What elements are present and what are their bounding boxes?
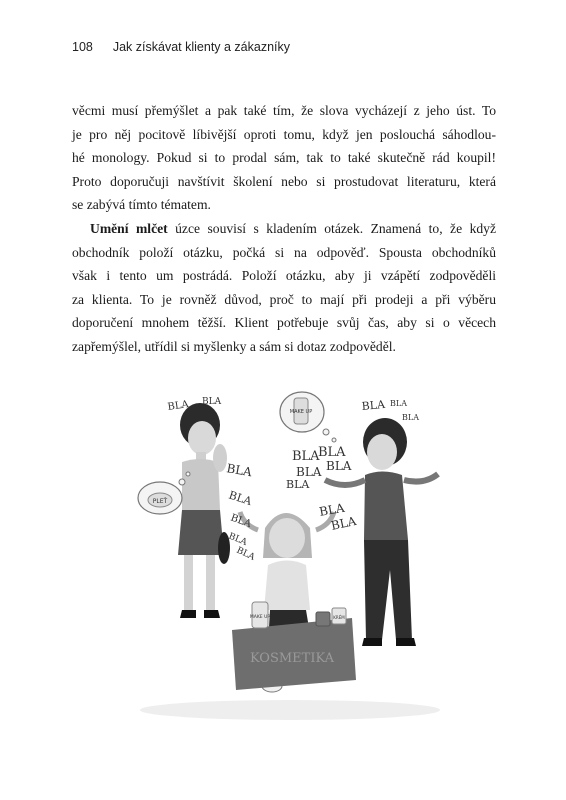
bla-word: BLA <box>326 459 352 473</box>
text-fragment: úzce souvisí s kladením otázek. Znamená to, že když <box>167 220 496 236</box>
text-line: Proto doporučuji navštívit školení nebo si prostudovat literaturu, která <box>72 173 496 189</box>
bla-word: BLA <box>361 398 386 413</box>
bla-word: BLA <box>226 531 249 548</box>
right-thought-bubble <box>280 392 336 442</box>
text-line: věcmi musí přemýšlet a pak také tím, že slova vycházejí z jeho úst. To <box>72 103 496 118</box>
bla-word: BLA <box>166 399 190 413</box>
text-line: zapřemýšlel, utřídil si myšlenky a sám si dotaz zodpověděl. <box>72 338 396 354</box>
text-line <box>72 217 496 241</box>
bla-word: BLA <box>234 545 257 563</box>
box-label: KOSMETIKA <box>249 651 335 666</box>
bubble-right-label: MAKE UP <box>289 409 313 415</box>
bla-word: BLA <box>318 500 346 519</box>
running-header <box>72 40 290 54</box>
text-line: obchodník položí otázku, počká si na odpověď. Spousta obchodníků <box>72 244 496 260</box>
text-line: doporučení mnohem těžší. Klient potřebuje svůj čas, aby si o věcech <box>72 315 496 331</box>
bla-word: BLA <box>329 513 358 533</box>
text-line: však i tento um postrádá. Položí otázku, aby ji vzápětí zodpověděli <box>72 268 496 284</box>
bla-word: BLA <box>292 449 320 464</box>
bla-word: BLA <box>202 397 222 407</box>
paragraph-1 <box>72 99 496 217</box>
bla-word: BLA <box>318 445 346 460</box>
jar-label-1: MAKE UP <box>249 615 271 620</box>
running-title: Jak získávat klienty a zákazníky <box>112 40 291 54</box>
text-line: hé monology. Pokud si to prodal sám, tak to také skutečně rád koupil! <box>72 150 496 166</box>
bubble-left-label: PLEŤ <box>152 498 168 505</box>
bla-word: BLA <box>296 465 322 479</box>
text-line: se zabývá tímto tématem. <box>72 197 211 213</box>
paragraph-2 <box>72 217 496 359</box>
left-woman <box>178 403 230 618</box>
bla-word: BLA <box>227 488 254 509</box>
illustration-three-women <box>120 380 460 725</box>
body-text <box>72 99 496 359</box>
bla-word: BLA <box>402 413 419 422</box>
page-number: 108 <box>72 40 93 54</box>
cosmetics-box <box>232 618 356 690</box>
bold-term: Umění mlčet <box>90 220 168 236</box>
floor-shadow <box>140 700 440 720</box>
bla-word: BLA <box>390 399 407 408</box>
text-line: za klienta. To je rovněž důvod, proč to mají při prodeji a při výběru <box>72 291 496 307</box>
bla-word: BLA <box>228 512 253 531</box>
jar-label-2: KRÉM <box>333 615 345 620</box>
bla-word: BLA <box>225 461 253 480</box>
text-line: je pro něj pocitově líbivější oproti tomu, když jen poslouchá sáhodlou- <box>72 126 496 142</box>
bla-word: BLA <box>286 478 310 491</box>
